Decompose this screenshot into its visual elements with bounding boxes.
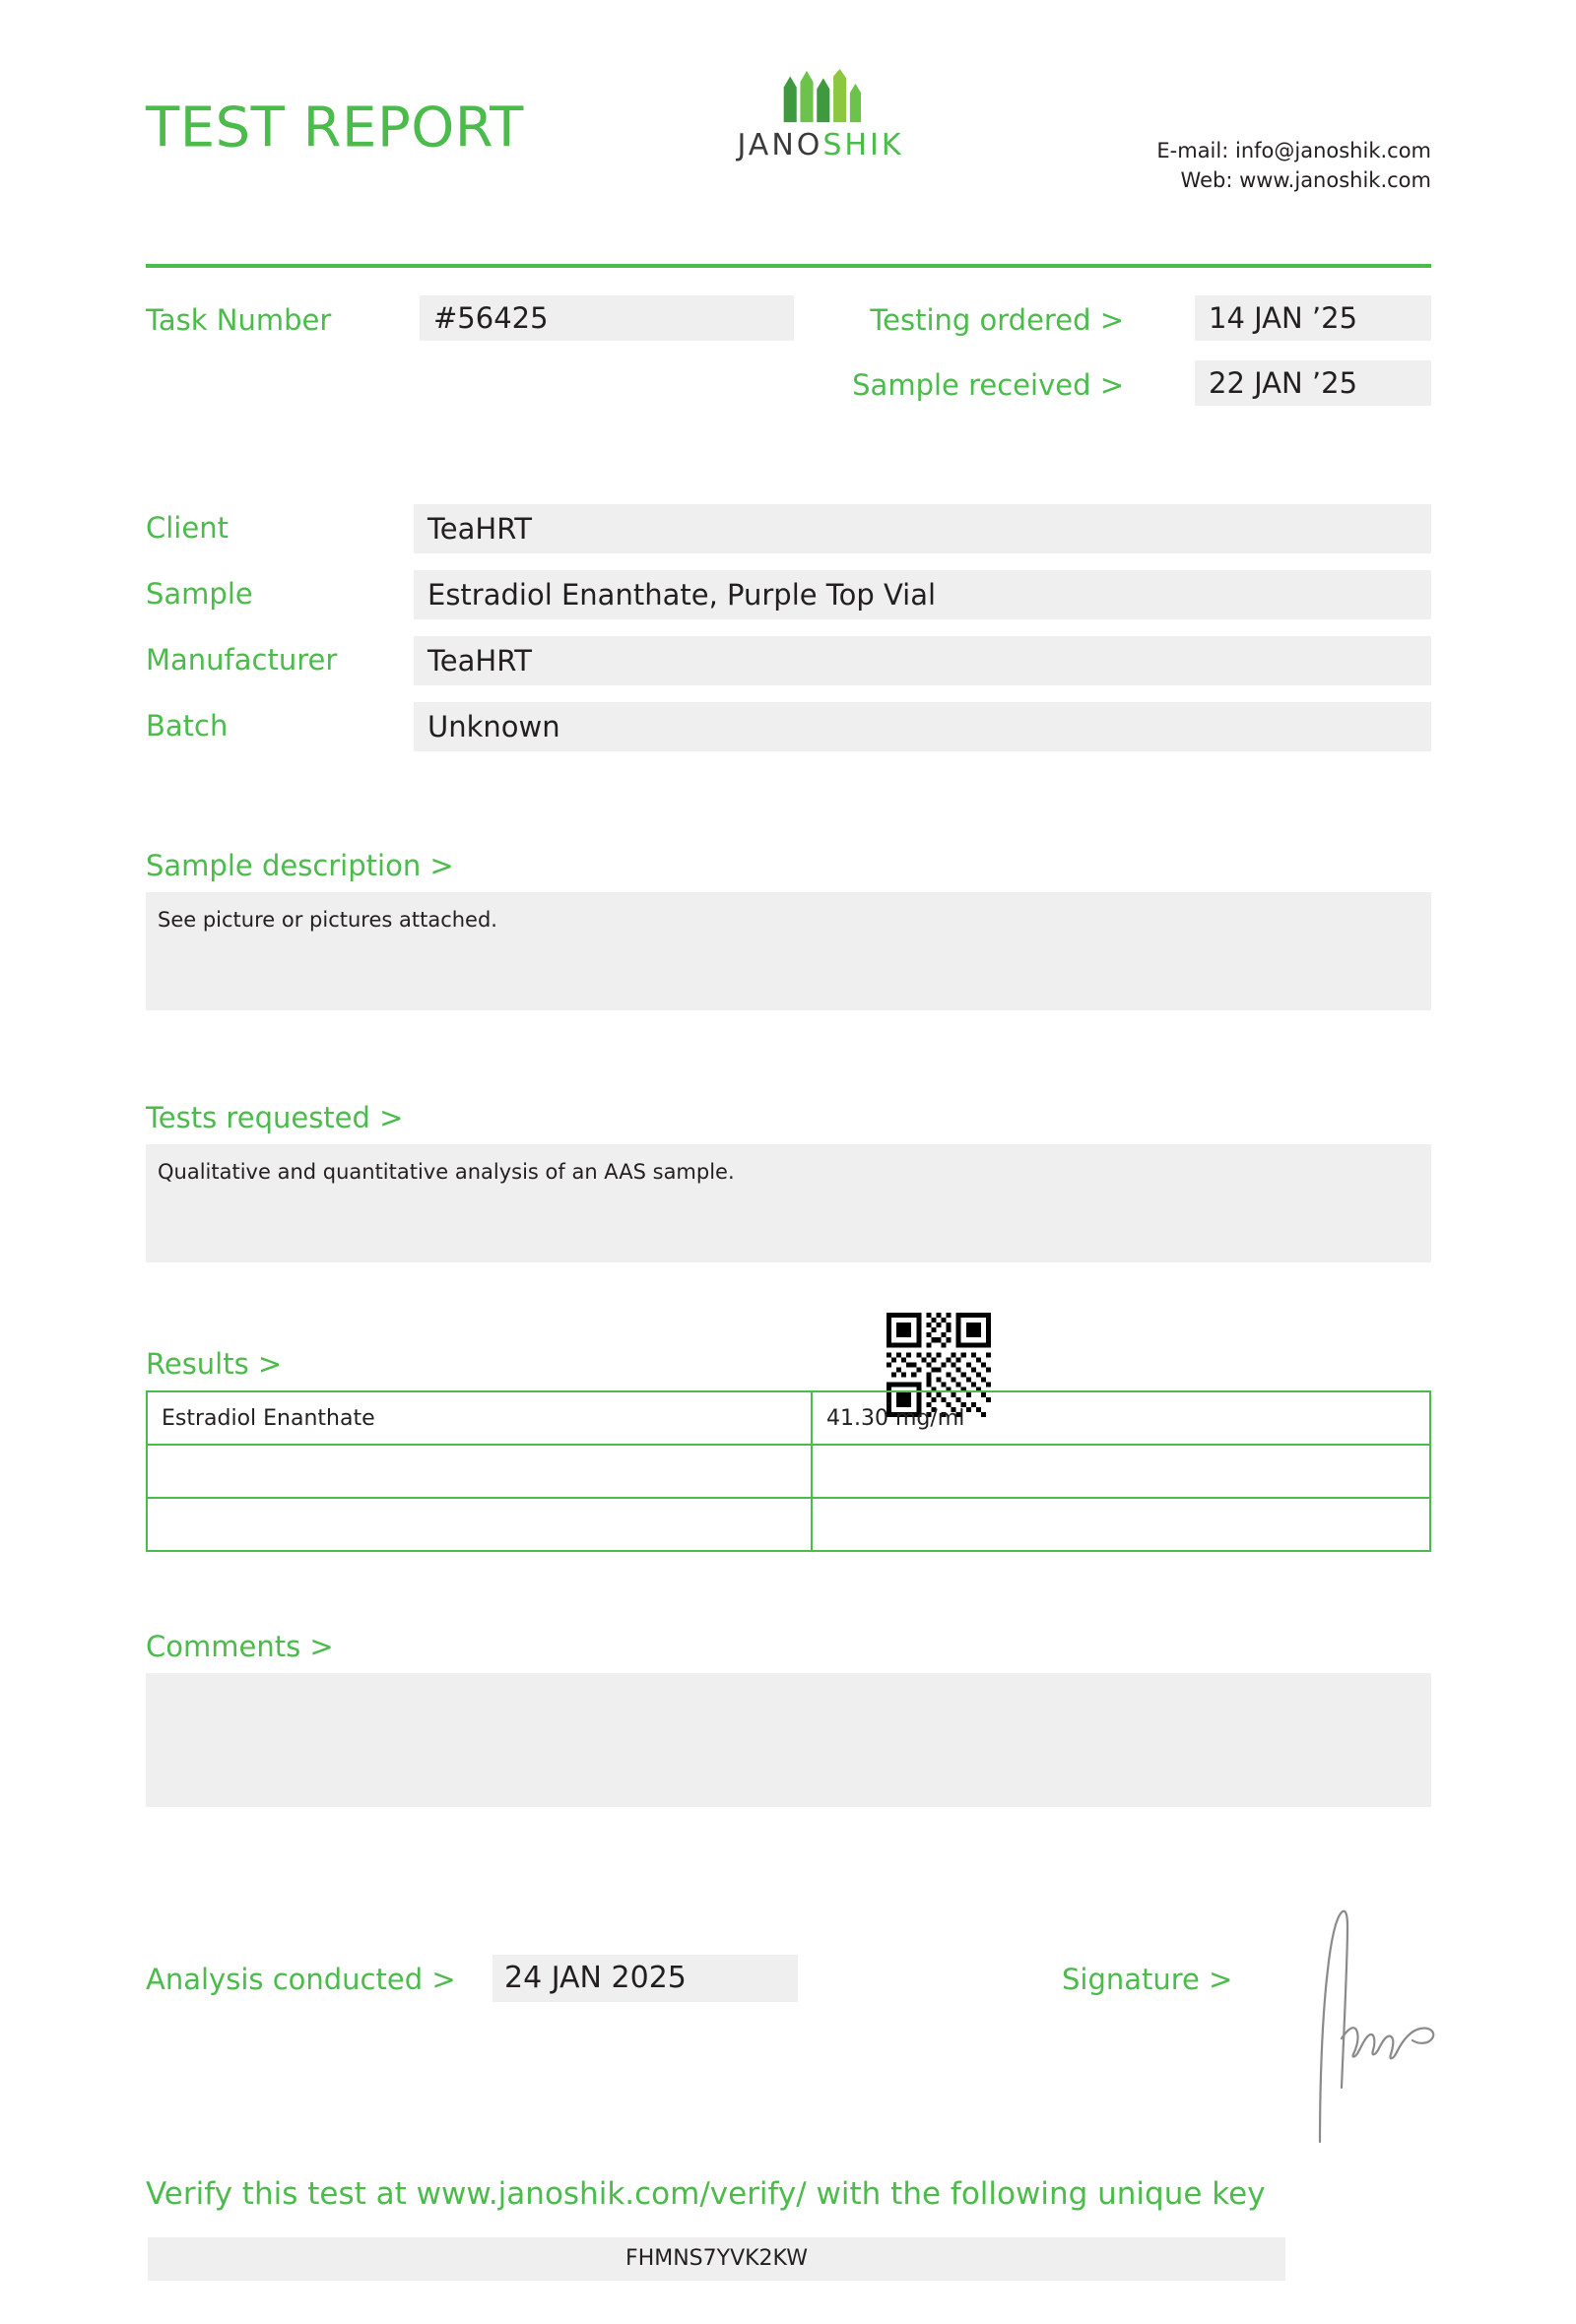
page-title: TEST REPORT <box>146 96 524 161</box>
analysis-conducted-label: Analysis conducted > <box>146 1963 456 1996</box>
info-row-batch <box>146 702 1431 759</box>
signature-label: Signature > <box>1062 1963 1233 1996</box>
result-substance: Estradiol Enanthate <box>147 1391 812 1445</box>
comments-section <box>146 1630 1431 1807</box>
results-table <box>146 1390 1431 1552</box>
tests-requested-box: Qualitative and quantitative analysis of an AAS sample. <box>146 1144 1431 1262</box>
testing-ordered-label: Testing ordered > <box>870 303 1124 337</box>
report-header <box>146 0 1431 197</box>
info-row-manufacturer <box>146 636 1431 693</box>
table-row <box>147 1445 1430 1498</box>
results-title: Results > <box>146 1347 283 1381</box>
info-key: Manufacturer <box>146 643 338 677</box>
info-value: Unknown <box>414 702 1431 751</box>
info-key: Sample <box>146 577 253 611</box>
info-key: Client <box>146 511 229 545</box>
info-row-sample <box>146 570 1431 627</box>
report-content <box>146 0 1431 2212</box>
contact-block <box>1156 136 1431 196</box>
sample-description-box: See picture or pictures attached. <box>146 892 1431 1010</box>
task-number-label: Task Number <box>146 303 332 337</box>
sample-received-value: 22 JAN ’25 <box>1195 360 1431 406</box>
header-divider <box>146 264 1431 268</box>
table-row <box>147 1391 1430 1445</box>
info-key: Batch <box>146 709 229 742</box>
result-substance <box>147 1445 812 1498</box>
janoshik-logo <box>697 69 944 162</box>
logo-text-dark: JANO <box>737 128 823 162</box>
sample-received-label: Sample received > <box>852 368 1124 402</box>
task-number-value: #56425 <box>420 295 794 341</box>
comments-title: Comments > <box>146 1630 334 1663</box>
result-amount: 41.30 mg/ml <box>812 1391 1430 1445</box>
verify-text: Verify this test at www.janoshik.com/verify/ with the following unique key <box>146 2176 1266 2212</box>
contact-email: E-mail: info@janoshik.com <box>1156 139 1431 162</box>
info-grid <box>146 504 1431 768</box>
mountain-logo-icon <box>765 69 876 124</box>
analysis-row <box>146 1955 1431 2014</box>
logo-wordmark <box>697 128 944 162</box>
signature-image <box>1298 1901 1485 2147</box>
task-row <box>146 295 1431 414</box>
contact-web: Web: www.janoshik.com <box>1180 168 1431 193</box>
result-amount <box>812 1445 1430 1498</box>
unique-key-value: FHMNS7YVK2KW <box>148 2237 1285 2281</box>
tests-requested-section <box>146 1101 1431 1262</box>
info-row-client <box>146 504 1431 561</box>
result-amount <box>812 1498 1430 1551</box>
info-value: TeaHRT <box>414 504 1431 553</box>
table-row <box>147 1498 1430 1551</box>
tests-requested-title: Tests requested > <box>146 1101 404 1134</box>
results-section <box>146 1347 1431 1552</box>
sample-description-section <box>146 849 1431 1010</box>
info-value: TeaHRT <box>414 636 1431 685</box>
testing-ordered-value: 14 JAN ’25 <box>1195 295 1431 341</box>
result-substance <box>147 1498 812 1551</box>
analysis-conducted-date: 24 JAN 2025 <box>492 1955 798 2002</box>
logo-text-green: SHIK <box>822 128 904 162</box>
info-value: Estradiol Enanthate, Purple Top Vial <box>414 570 1431 619</box>
comments-box <box>146 1673 1431 1807</box>
sample-description-title: Sample description > <box>146 849 454 882</box>
